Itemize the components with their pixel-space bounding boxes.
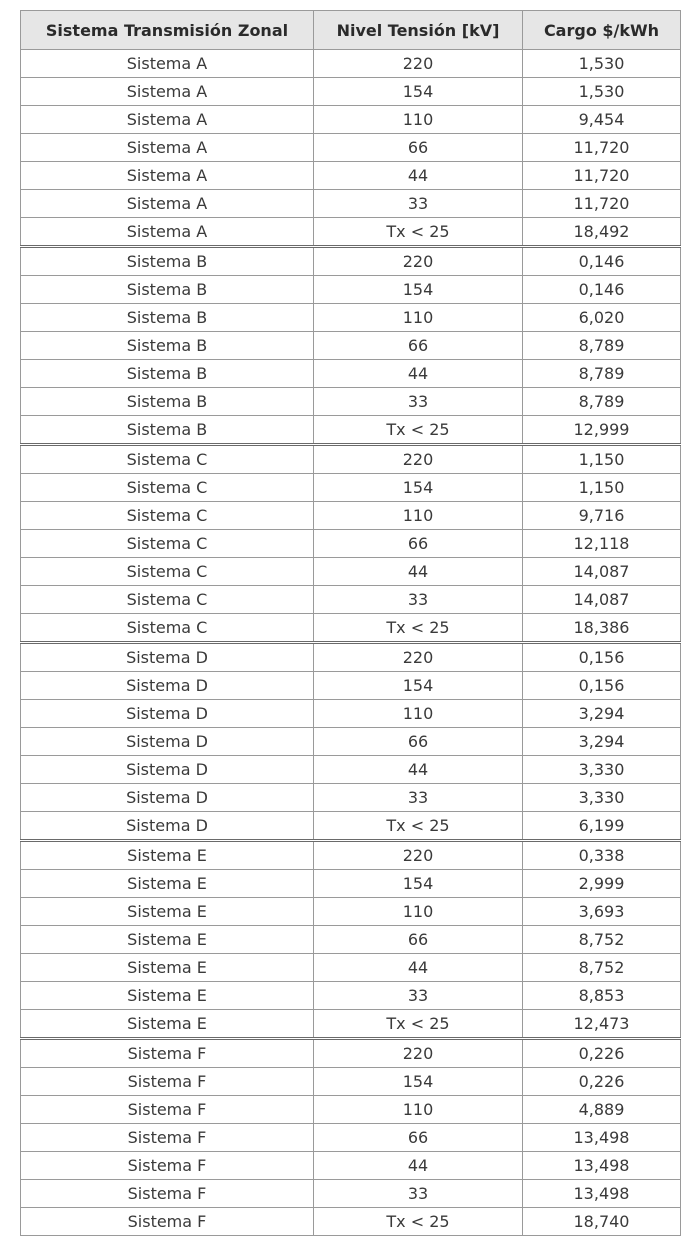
cell-nivel-tension: 220: [314, 643, 523, 672]
table-row: [21, 926, 681, 954]
cell-sistema: Sistema F: [21, 1208, 314, 1236]
cell-sistema: Sistema C: [21, 502, 314, 530]
table-row: [21, 586, 681, 614]
table-row: [21, 162, 681, 190]
table-row: [21, 1152, 681, 1180]
cell-nivel-tension: 154: [314, 870, 523, 898]
cell-nivel-tension: 66: [314, 332, 523, 360]
cell-cargo: 14,087: [523, 586, 681, 614]
cell-sistema: Sistema F: [21, 1180, 314, 1208]
cell-sistema: Sistema D: [21, 784, 314, 812]
cell-cargo: 11,720: [523, 134, 681, 162]
table-row: [21, 474, 681, 502]
cell-sistema: Sistema E: [21, 898, 314, 926]
header-nivel-tension: Nivel Tensión [kV]: [314, 11, 523, 50]
cell-nivel-tension: 66: [314, 926, 523, 954]
cell-sistema: Sistema D: [21, 812, 314, 841]
cell-nivel-tension: Tx < 25: [314, 614, 523, 643]
cell-cargo: 3,693: [523, 898, 681, 926]
cell-sistema: Sistema D: [21, 643, 314, 672]
table-row: [21, 134, 681, 162]
cell-nivel-tension: 33: [314, 388, 523, 416]
cell-sistema: Sistema F: [21, 1124, 314, 1152]
cell-nivel-tension: 220: [314, 841, 523, 870]
cell-cargo: 18,386: [523, 614, 681, 643]
cell-nivel-tension: 220: [314, 50, 523, 78]
cell-cargo: 18,740: [523, 1208, 681, 1236]
cell-sistema: Sistema A: [21, 106, 314, 134]
cell-sistema: Sistema E: [21, 982, 314, 1010]
cell-sistema: Sistema C: [21, 614, 314, 643]
table-row: [21, 898, 681, 926]
cell-nivel-tension: 66: [314, 728, 523, 756]
cell-nivel-tension: 44: [314, 162, 523, 190]
table-row: [21, 1068, 681, 1096]
table-row: [21, 812, 681, 841]
table-row: [21, 50, 681, 78]
table-row: [21, 218, 681, 247]
cell-sistema: Sistema C: [21, 474, 314, 502]
cell-sistema: Sistema C: [21, 530, 314, 558]
cell-nivel-tension: 110: [314, 898, 523, 926]
table-row: [21, 332, 681, 360]
table-row: [21, 276, 681, 304]
table-row: [21, 982, 681, 1010]
cell-sistema: Sistema A: [21, 190, 314, 218]
cell-cargo: 0,226: [523, 1039, 681, 1068]
cell-sistema: Sistema B: [21, 360, 314, 388]
cell-sistema: Sistema F: [21, 1068, 314, 1096]
cell-nivel-tension: 110: [314, 1096, 523, 1124]
cell-cargo: 18,492: [523, 218, 681, 247]
tariff-table: [20, 10, 681, 1236]
cell-nivel-tension: 44: [314, 756, 523, 784]
cell-sistema: Sistema D: [21, 700, 314, 728]
cell-cargo: 9,454: [523, 106, 681, 134]
cell-cargo: 8,789: [523, 388, 681, 416]
cell-cargo: 12,118: [523, 530, 681, 558]
cell-nivel-tension: Tx < 25: [314, 416, 523, 445]
cell-nivel-tension: 154: [314, 672, 523, 700]
cell-cargo: 12,473: [523, 1010, 681, 1039]
cell-nivel-tension: 33: [314, 784, 523, 812]
cell-sistema: Sistema C: [21, 586, 314, 614]
cell-cargo: 13,498: [523, 1152, 681, 1180]
cell-cargo: 3,294: [523, 700, 681, 728]
table-row: [21, 78, 681, 106]
cell-cargo: 0,156: [523, 643, 681, 672]
cell-sistema: Sistema B: [21, 304, 314, 332]
table-row: [21, 1124, 681, 1152]
table-row: [21, 1010, 681, 1039]
table-row: [21, 756, 681, 784]
cell-cargo: 1,150: [523, 474, 681, 502]
cell-sistema: Sistema E: [21, 841, 314, 870]
cell-sistema: Sistema E: [21, 1010, 314, 1039]
table-row: [21, 530, 681, 558]
cell-nivel-tension: Tx < 25: [314, 812, 523, 841]
cell-sistema: Sistema B: [21, 416, 314, 445]
cell-nivel-tension: 44: [314, 558, 523, 586]
table-row: [21, 700, 681, 728]
cell-nivel-tension: 33: [314, 586, 523, 614]
cell-nivel-tension: Tx < 25: [314, 1208, 523, 1236]
table-row: [21, 247, 681, 276]
cell-sistema: Sistema F: [21, 1152, 314, 1180]
cell-nivel-tension: 154: [314, 78, 523, 106]
table-row: [21, 190, 681, 218]
cell-sistema: Sistema B: [21, 247, 314, 276]
cell-nivel-tension: 110: [314, 304, 523, 332]
table-row: [21, 1096, 681, 1124]
cell-sistema: Sistema A: [21, 162, 314, 190]
cell-cargo: 3,330: [523, 784, 681, 812]
cell-sistema: Sistema F: [21, 1039, 314, 1068]
cell-cargo: 6,199: [523, 812, 681, 841]
table-row: [21, 614, 681, 643]
cell-sistema: Sistema E: [21, 954, 314, 982]
cell-sistema: Sistema D: [21, 756, 314, 784]
cell-sistema: Sistema A: [21, 218, 314, 247]
table-row: [21, 502, 681, 530]
cell-nivel-tension: 110: [314, 106, 523, 134]
header-sistema: Sistema Transmisión Zonal: [21, 11, 314, 50]
cell-nivel-tension: 66: [314, 134, 523, 162]
cell-cargo: 0,226: [523, 1068, 681, 1096]
table-row: [21, 1180, 681, 1208]
cell-nivel-tension: 66: [314, 1124, 523, 1152]
table-row: [21, 672, 681, 700]
table-row: [21, 106, 681, 134]
table-row: [21, 388, 681, 416]
cell-cargo: 4,889: [523, 1096, 681, 1124]
cell-cargo: 11,720: [523, 162, 681, 190]
table-row: [21, 304, 681, 332]
table-row: [21, 728, 681, 756]
table-row: [21, 954, 681, 982]
table-row: [21, 643, 681, 672]
cell-nivel-tension: 154: [314, 474, 523, 502]
cell-sistema: Sistema C: [21, 558, 314, 586]
cell-nivel-tension: 220: [314, 1039, 523, 1068]
table-row: [21, 841, 681, 870]
cell-sistema: Sistema B: [21, 388, 314, 416]
cell-sistema: Sistema B: [21, 276, 314, 304]
cell-nivel-tension: 44: [314, 1152, 523, 1180]
table-row: [21, 1208, 681, 1236]
header-row: [21, 11, 681, 50]
cell-sistema: Sistema D: [21, 672, 314, 700]
cell-cargo: 11,720: [523, 190, 681, 218]
cell-cargo: 0,146: [523, 276, 681, 304]
table-row: [21, 445, 681, 474]
cell-cargo: 14,087: [523, 558, 681, 586]
cell-nivel-tension: Tx < 25: [314, 218, 523, 247]
cell-sistema: Sistema B: [21, 332, 314, 360]
cell-sistema: Sistema A: [21, 134, 314, 162]
cell-cargo: 3,294: [523, 728, 681, 756]
table-row: [21, 558, 681, 586]
table-body: [21, 50, 681, 1236]
cell-nivel-tension: 33: [314, 1180, 523, 1208]
cell-nivel-tension: 33: [314, 190, 523, 218]
table-header: [21, 11, 681, 50]
cell-cargo: 8,789: [523, 360, 681, 388]
cell-cargo: 1,530: [523, 78, 681, 106]
cell-cargo: 6,020: [523, 304, 681, 332]
table-row: [21, 416, 681, 445]
cell-sistema: Sistema A: [21, 78, 314, 106]
cell-cargo: 1,150: [523, 445, 681, 474]
cell-cargo: 13,498: [523, 1180, 681, 1208]
cell-cargo: 12,999: [523, 416, 681, 445]
header-cargo: Cargo $/kWh: [523, 11, 681, 50]
cell-sistema: Sistema A: [21, 50, 314, 78]
cell-cargo: 13,498: [523, 1124, 681, 1152]
table-row: [21, 870, 681, 898]
cell-sistema: Sistema E: [21, 926, 314, 954]
cell-cargo: 2,999: [523, 870, 681, 898]
cell-cargo: 0,146: [523, 247, 681, 276]
table-row: [21, 360, 681, 388]
table-row: [21, 1039, 681, 1068]
cell-cargo: 8,789: [523, 332, 681, 360]
cell-cargo: 0,338: [523, 841, 681, 870]
cell-nivel-tension: 154: [314, 1068, 523, 1096]
cell-sistema: Sistema F: [21, 1096, 314, 1124]
cell-nivel-tension: 110: [314, 700, 523, 728]
cell-nivel-tension: 44: [314, 360, 523, 388]
cell-sistema: Sistema D: [21, 728, 314, 756]
cell-sistema: Sistema E: [21, 870, 314, 898]
cell-cargo: 8,752: [523, 926, 681, 954]
cell-cargo: 9,716: [523, 502, 681, 530]
cell-cargo: 0,156: [523, 672, 681, 700]
cell-cargo: 8,853: [523, 982, 681, 1010]
cell-nivel-tension: 220: [314, 445, 523, 474]
cell-nivel-tension: 44: [314, 954, 523, 982]
cell-nivel-tension: 33: [314, 982, 523, 1010]
cell-nivel-tension: 154: [314, 276, 523, 304]
table-row: [21, 784, 681, 812]
cell-nivel-tension: 220: [314, 247, 523, 276]
cell-nivel-tension: 66: [314, 530, 523, 558]
cell-cargo: 3,330: [523, 756, 681, 784]
cell-nivel-tension: Tx < 25: [314, 1010, 523, 1039]
cell-sistema: Sistema C: [21, 445, 314, 474]
cell-cargo: 1,530: [523, 50, 681, 78]
cell-nivel-tension: 110: [314, 502, 523, 530]
cell-cargo: 8,752: [523, 954, 681, 982]
